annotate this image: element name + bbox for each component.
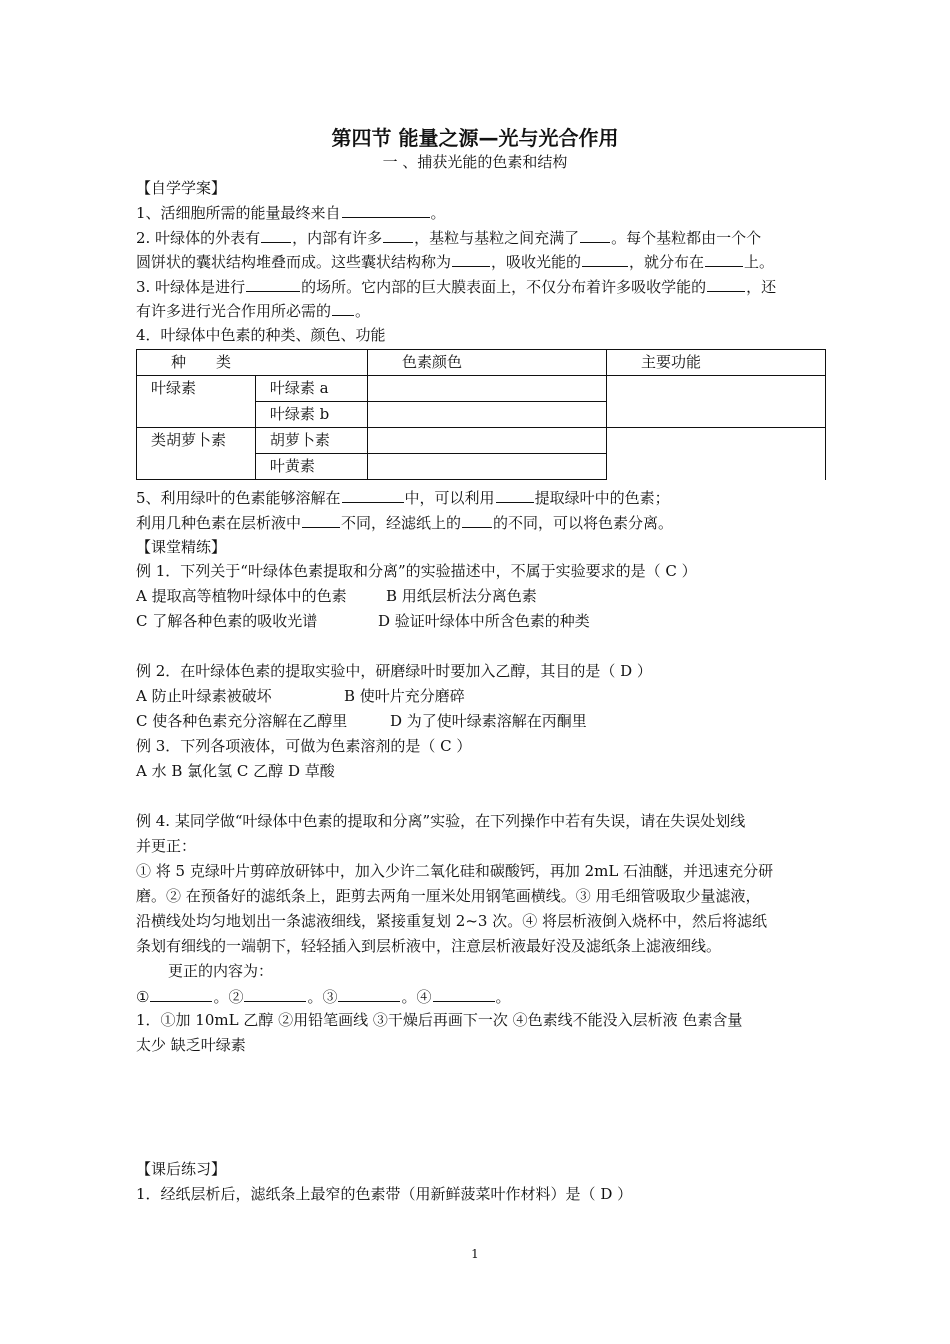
table-cell-color[interactable] [368,428,607,454]
section-subtitle: 一 、捕获光能的色素和结构 [382,153,568,171]
table-cell-carotene: 胡萝卜素 [255,428,367,454]
answer-blank[interactable] [261,227,291,243]
table-cell-color[interactable] [368,376,607,402]
correction-blanks: ① 。② 。③ 。④ 。 [136,988,511,1006]
after-class-question-1: 1．经纸层析后，滤纸条上最窄的色素带（用新鲜菠菜叶作材料）是（ D ） [136,1185,633,1203]
answer-blank[interactable] [580,227,610,243]
answer-blank[interactable] [342,487,404,503]
question-3-line-2: 有许多进行光合作用所必需的 。 [136,302,371,320]
example-1-option-d: D 验证叶绿体中所含色素的种类 [378,612,590,630]
answer-blank[interactable] [582,251,628,267]
answer-blank[interactable] [496,487,534,503]
answer-line-2: 太少 缺乏叶绿素 [136,1036,246,1054]
table-cell-function[interactable] [607,376,826,428]
answer-blank[interactable] [462,512,492,528]
table-group-carotenoid: 类胡萝卜素 [137,428,256,480]
question-5-line-2: 利用几种色素在层析液中 不同，经滤纸上的 的不同，可以将色素分离。 [136,514,674,532]
example-4-line-6: 条划有细线的一端朝下，轻轻插入到层析液中，注意层析液最好没及滤纸条上滤液细线。 [136,937,722,955]
question-3-line-1: 3. 叶绿体是进行 的场所。它内部的巨大膜表面上，不仅分布着许多吸收学能的 ，还 [136,278,777,296]
page-number: 1 [471,1247,479,1261]
answer-blank[interactable] [150,986,212,1002]
table-cell-function[interactable] [607,428,826,480]
pigment-table [136,349,826,480]
example-1-option-b: B 用纸层析法分离色素 [386,587,537,605]
example-2-option-b: B 使叶片充分磨碎 [344,687,465,705]
answer-blank[interactable] [332,300,354,316]
correction-label: 更正的内容为： [168,962,274,980]
question-4: 4．叶绿体中色素的种类、颜色、功能 [136,326,386,344]
example-1-stem: 例 1．下列关于“叶绿体色素提取和分离”的实验描述中，不属于实验要求的是（ C ） [136,562,697,580]
table-cell-color[interactable] [368,402,607,428]
example-1-option-c: C 了解各种色素的吸收光谱 [136,612,318,630]
example-3-options: A 水 B 氯化氢 C 乙醇 D 草酸 [136,762,335,780]
answer-line-1: 1．①加 10mL 乙醇 ②用铅笔画线 ③干燥后再画下一次 ④色素线不能没入层析液 色素含量 [136,1011,743,1029]
class-practice-heading: 【课堂精练】 [136,538,227,556]
question-5-line-1: 5、利用绿叶的色素能够溶解在 中，可以利用 提取绿叶中的色素； [136,489,670,507]
answer-blank[interactable] [452,251,490,267]
example-4-line-1: 例 4. 某同学做“叶绿体中色素的提取和分离”实验，在下列操作中若有失误，请在失误处划线 [136,812,746,830]
example-4-line-5: 沿横线处均匀地划出一条滤液细线，紧接重复划 2~3 次。④ 将层析液倒入烧杯中，然后将滤纸 [136,912,767,930]
table-header-function: 主要功能 [607,350,826,376]
table-cell-xanthophyll: 叶黄素 [255,454,367,480]
answer-blank[interactable] [707,276,745,292]
question-2-line-1: 2. 叶绿体的外表有 ，内部有许多 ，基粒与基粒之间充满了 。每个基粒都由一个个 [136,229,762,247]
example-3-stem: 例 3．下列各项液体，可做为色素溶剂的是（ C ） [136,737,472,755]
table-header-type: 种 类 [137,350,368,376]
example-4-line-4: 磨。② 在预备好的滤纸条上，距剪去两角一厘米处用钢笔画横线。③ 用毛细管吸取少量滤液， [136,887,761,905]
answer-blank[interactable] [433,986,495,1002]
table-cell-chlorophyll-b: 叶绿素 b [255,402,367,428]
answer-blank[interactable] [383,227,413,243]
example-2-option-a: A 防止叶绿素被破坏 [136,687,272,705]
answer-blank[interactable] [342,202,430,218]
self-study-heading: 【自学学案】 [136,179,227,197]
answer-blank[interactable] [302,512,340,528]
answer-blank[interactable] [246,276,300,292]
table-cell-chlorophyll-a: 叶绿素 a [255,376,367,402]
table-cell-color[interactable] [368,454,607,480]
answer-blank[interactable] [244,986,306,1002]
question-1: 1、活细胞所需的能量最终来自 。 [136,204,446,222]
example-1-option-a: A 提取高等植物叶绿体中的色素 [136,587,347,605]
page-title: 第四节 能量之源—光与光合作用 [331,126,619,150]
table-header-color: 色素颜色 [368,350,607,376]
example-4-line-2: 并更正： [136,837,197,855]
example-2-option-c: C 使各种色素充分溶解在乙醇里 [136,712,348,730]
example-2-stem: 例 2．在叶绿体色素的提取实验中，研磨绿叶时要加入乙醇，其目的是（ D ） [136,662,652,680]
answer-blank[interactable] [338,986,400,1002]
after-class-heading: 【课后练习】 [136,1160,227,1178]
table-group-chlorophyll: 叶绿素 [137,376,256,428]
question-2-line-2: 圆饼状的囊状结构堆叠而成。这些囊状结构称为 ，吸收光能的 ，就分布在 上。 [136,253,775,271]
answer-blank[interactable] [705,251,743,267]
example-2-option-d: D 为了使叶绿素溶解在丙酮里 [390,712,587,730]
example-4-line-3: ① 将 5 克绿叶片剪碎放研钵中，加入少许二氧化硅和碳酸钙，再加 2mL 石油醚，并迅速充分研 [136,862,774,880]
